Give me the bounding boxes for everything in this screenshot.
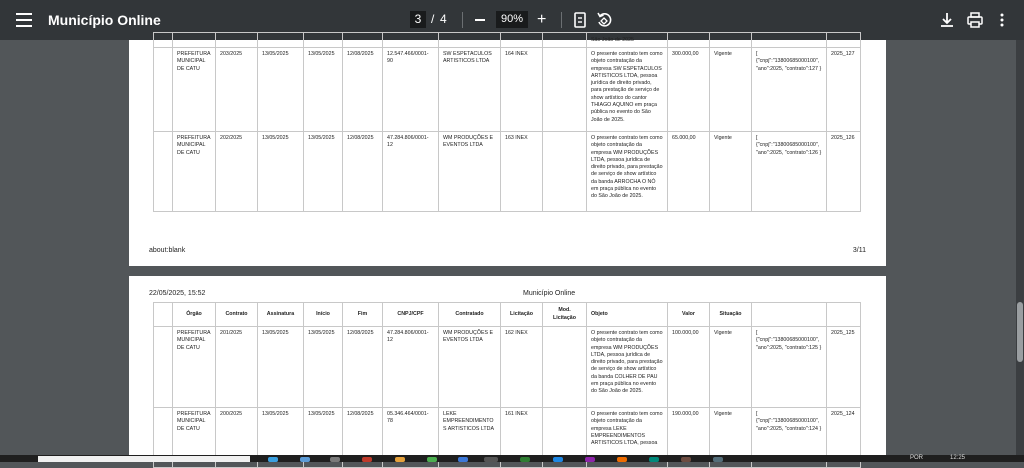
cell-contrato: 201/2025 <box>216 327 258 408</box>
cell-cnpj: 47.284.806/0001-12 <box>383 132 439 212</box>
zoom-input[interactable]: 90% <box>496 11 528 28</box>
cell-cnpj: 12.547.466/0001-90 <box>383 48 439 132</box>
cell-objeto: O presente contrato tem como objeto contratação da empresa LEKE EMPREENDIMENTOS ARTISTICOS LTDA, pessoa <box>587 408 668 468</box>
header-objeto: Objeto <box>587 303 668 327</box>
pdf-page-3 <box>129 36 886 266</box>
cell-objeto: O presente contrato tem como objeto contratação da empresa WM PRODUÇÕES LTDA, pessoa jurídica de direito privado, para prestação de serviço de show artístico da banda ARROCHA O NÓ em praça pública no evento do São João de 2025. <box>587 132 668 212</box>
cell-licitacao: 161 INEX <box>501 408 543 468</box>
cell-fim: 12/08/2025 <box>343 48 383 132</box>
cell-situacao: Vigente <box>710 408 752 468</box>
taskbar-app-icon[interactable] <box>427 457 437 462</box>
table-header-row <box>154 303 861 327</box>
cell-assinatura: 13/05/2025 <box>258 132 304 212</box>
zoom-out-button[interactable] <box>475 19 485 21</box>
cell-orgao: PREFEITURA MUNICIPAL DE CATU <box>173 48 216 132</box>
cell-contrato: 203/2025 <box>216 48 258 132</box>
cell-situacao: Vigente <box>710 132 752 212</box>
taskbar-app-icon[interactable] <box>520 457 530 462</box>
rotate-icon[interactable] <box>595 11 613 29</box>
cell-situacao: Vigente <box>710 48 752 132</box>
table-row <box>154 48 861 132</box>
download-icon[interactable] <box>938 11 956 29</box>
cell-inicio: 13/05/2025 <box>304 48 343 132</box>
total-pages: 4 <box>440 12 447 26</box>
cell-valor: 190.000,00 <box>668 408 710 468</box>
cell-mod-licitacao <box>543 327 587 408</box>
print-header-date: 22/05/2025, 15:52 <box>149 290 206 297</box>
taskbar-app-icon[interactable] <box>713 457 723 462</box>
cell-cnpj: 05.346.464/0001-78 <box>383 408 439 468</box>
cell-valor: 65.000,00 <box>668 132 710 212</box>
cell-contrato: 200/2025 <box>216 408 258 468</box>
page-separator: / <box>431 12 435 26</box>
cell-assinatura: 13/05/2025 <box>258 408 304 468</box>
more-options-icon[interactable] <box>993 11 1011 29</box>
toolbar-divider <box>561 12 562 28</box>
cell-cnpj: 47.284.806/0001-12 <box>383 327 439 408</box>
cell-contrato: 202/2025 <box>216 132 258 212</box>
taskbar-app-icon[interactable] <box>300 457 310 462</box>
taskbar-clock[interactable]: 12:25 <box>950 455 966 461</box>
page-number-input[interactable]: 3 <box>410 11 426 28</box>
cell-contratado: SW ESPETACULOS ARTISTICOS LTDA <box>439 48 501 132</box>
cell-id: 2025_126 <box>827 132 861 212</box>
cell-mod-licitacao <box>543 132 587 212</box>
scrollbar-thumb[interactable] <box>1017 302 1023 362</box>
header-cnpj: CNPJ/CPF <box>383 303 439 327</box>
header-fim: Fim <box>343 303 383 327</box>
cell-inicio: 13/05/2025 <box>304 408 343 468</box>
cell-situacao: Vigente <box>710 327 752 408</box>
menu-icon[interactable] <box>16 13 32 27</box>
table-row <box>154 33 861 48</box>
cell-inicio: 13/05/2025 <box>304 327 343 408</box>
header-mod-licitacao: Mod. Licitação <box>543 303 587 327</box>
print-icon[interactable] <box>966 11 984 29</box>
cell-id: 2025_124 <box>827 408 861 468</box>
cell-json: [ {"cnpj":"13800685000100", "ano":2025, "contrato":126 } <box>752 132 827 212</box>
cell-orgao: PREFEITURA MUNICIPAL DE CATU <box>173 132 216 212</box>
header-extra-2 <box>827 303 861 327</box>
cell-fim: 12/08/2025 <box>343 132 383 212</box>
cell-json: [ {"cnpj":"13800685000100", "ano":2025, "contrato":127 } <box>752 48 827 132</box>
taskbar-app-icon[interactable] <box>617 457 627 462</box>
taskbar-app-icon-active[interactable] <box>484 457 498 462</box>
toolbar-divider <box>462 12 463 28</box>
cell-contratado: WM PRODUÇÕES E EVENTOS LTDA <box>439 132 501 212</box>
cell-valor: 300.000,00 <box>668 48 710 132</box>
header-contrato: Contrato <box>216 303 258 327</box>
cell-licitacao: 164 INEX <box>501 48 543 132</box>
cell-orgao: PREFEITURA MUNICIPAL DE CATU <box>173 408 216 468</box>
cell-mod-licitacao <box>543 48 587 132</box>
cell-contratado: WM PRODUÇÕES E EVENTOS LTDA <box>439 327 501 408</box>
cell-id: 2025_125 <box>827 327 861 408</box>
header-extra <box>752 303 827 327</box>
taskbar-app-icon[interactable] <box>458 457 468 462</box>
cell-id: 2025_127 <box>827 48 861 132</box>
table-row <box>154 327 861 408</box>
header-assinatura: Assinatura <box>258 303 304 327</box>
cell-json: [ {"cnpj":"13800685000100", "ano":2025, "contrato":124 } <box>752 408 827 468</box>
header-valor: Valor <box>668 303 710 327</box>
header-licitacao: Licitação <box>501 303 543 327</box>
cell-fim: 12/08/2025 <box>343 408 383 468</box>
taskbar-app-icon[interactable] <box>330 457 340 462</box>
taskbar-app-icon[interactable] <box>649 457 659 462</box>
page-footer-url: about:blank <box>149 247 186 254</box>
cell-objeto: O presente contrato tem como objeto contratação da empresa SW ESPETACULOS ARTISTICOS LTDA, pessoa jurídica de direito privado, para prestação de serviço de show artístico do cantor THIAGO AQUINO em praça pública no evento do São João de 2025. <box>587 48 668 132</box>
cell-json: [ {"cnpj":"13800685000100", "ano":2025, "contrato":125 } <box>752 327 827 408</box>
pdf-page-4 <box>129 276 886 462</box>
header-inicio: Início <box>304 303 343 327</box>
cell-inicio: 13/05/2025 <box>304 132 343 212</box>
taskbar-app-icon[interactable] <box>585 457 595 462</box>
taskbar-app-icon[interactable] <box>395 457 405 462</box>
taskbar-app-icon[interactable] <box>681 457 691 462</box>
cell-objeto: O presente contrato tem como objeto contratação da empresa WM PRODUÇÕES LTDA, pessoa jurídica de direito privado, para prestação de serviço de show artístico da banda COLHER DE PAU em praça pública no evento do São João de 2025. <box>587 327 668 408</box>
cell-orgao: PREFEITURA MUNICIPAL DE CATU <box>173 327 216 408</box>
contracts-table <box>153 302 861 468</box>
taskbar-app-icon[interactable] <box>553 457 563 462</box>
taskbar-app-icon[interactable] <box>268 457 278 462</box>
page-footer-number: 3/11 <box>852 247 866 254</box>
taskbar-search-box[interactable] <box>38 456 250 462</box>
document-title: Município Online <box>48 12 161 28</box>
cell-valor: 100.000,00 <box>668 327 710 408</box>
table-row <box>154 132 861 212</box>
cell-contratado: LEKE EMPREENDIMENTOS ARTISTICOS LTDA <box>439 408 501 468</box>
header-contratado: Contratado <box>439 303 501 327</box>
taskbar-language[interactable]: POR <box>910 455 924 461</box>
contracts-table <box>153 32 861 212</box>
taskbar-app-icon[interactable] <box>362 457 372 462</box>
cell-licitacao: 163 INEX <box>501 132 543 212</box>
print-header-title: Município Online <box>523 290 576 297</box>
cell-licitacao: 162 INEX <box>501 327 543 408</box>
cell-objeto: São João de 2025 <box>587 33 668 48</box>
cell-assinatura: 13/05/2025 <box>258 327 304 408</box>
cell-fim: 12/08/2025 <box>343 327 383 408</box>
cell-assinatura: 13/05/2025 <box>258 48 304 132</box>
header-orgao: Órgão <box>173 303 216 327</box>
vertical-scrollbar[interactable] <box>1016 40 1024 455</box>
header-situacao: Situação <box>710 303 752 327</box>
zoom-in-button[interactable]: + <box>537 11 547 28</box>
fit-page-icon[interactable] <box>571 11 589 29</box>
